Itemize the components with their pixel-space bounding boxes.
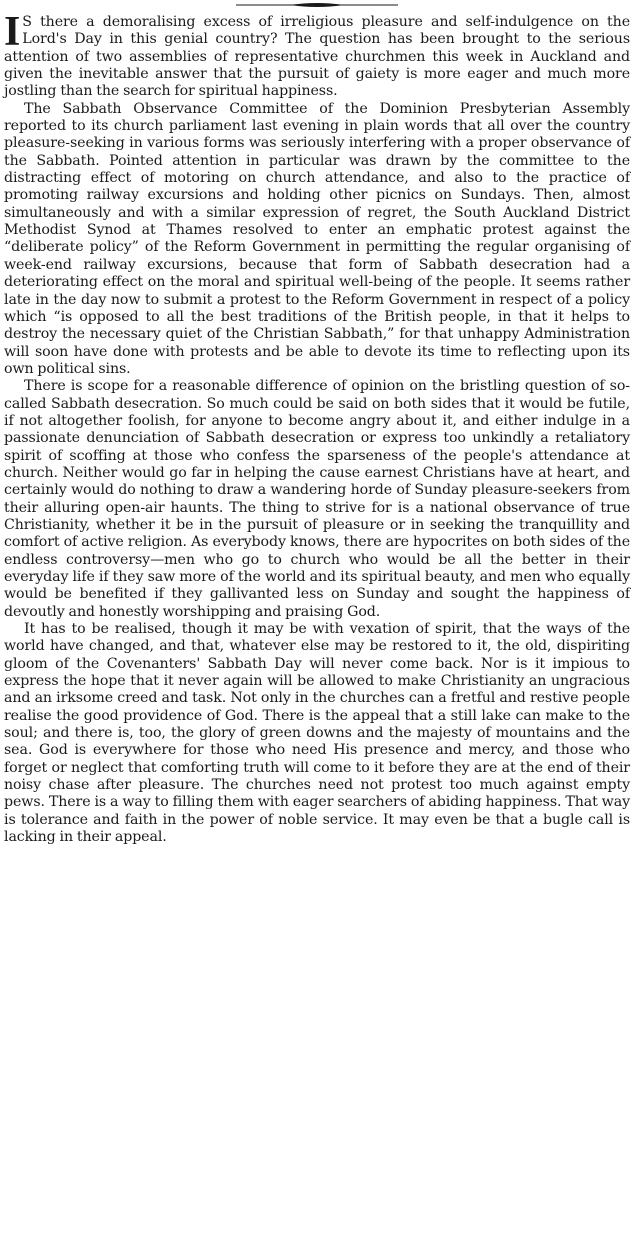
article-paragraph: The Sabbath Observance Committee of the Dominion Presbyterian Assembly reported to its church parliament last evening in plain words that all over the country pleasure-seeking in various forms was seriously interfering with a proper observance of the Sabbath. Pointed attention in particular was drawn by the committee to the distracting effect of motoring on church attendance, and also to the practice of promoting railway excursions and holding other picnics on Sundays. Then, almost simultaneously and with a similar expression of regret, the South Auckland District Methodist Synod at Thames resolved to enter an emphatic protest against the “deliberate policy” of the Reform Government in permitting the regular organising of week-end railway excursions, because that form of Sabbath desecration had a deteriorating effect on the moral and spiritual well-being of the people. It seems rather late in the day now to submit a protest to the Reform Government in respect of a policy which “is opposed to all the best traditions of the British people, in that it helps to destroy the necessary quiet of the Christian Sabbath,” for that unhappy Administration will soon have done with protests and be able to devote its time to reflecting upon its own political sins. (4, 100, 630, 377)
article-paragraph (4, 9, 630, 101)
paragraph-text: S there a demoralising excess of irreligious pleasure and self-indulgence on the Lord's Day in this genial country? The question has been brought to the serious attention of two assemblies of representative churchmen this week in Auckland and given the inevitable answer that the pursuit of gaiety is more eager and much more jostling than the search for spiritual happiness. (4, 14, 630, 100)
article-body (4, 9, 630, 847)
drop-cap: I (4, 9, 21, 55)
article-paragraph: There is scope for a reasonable difference of opinion on the bristling question of so-called Sabbath desecration. So much could be said on both sides that it would be futile, if not altogether foolish, for anyone to become angry about it, and either indulge in a passionate denunciation of Sabbath desecration or express too unkindly a retaliatory spirit of scoffing at those who confess the sparseness of the people's attendance at church. Neither would go far in helping the cause earnest Christians have at heart, and certainly would do nothing to draw a wandering horde of Sunday pleasure-seekers from their alluring open-air haunts. The thing to strive for is a national observance of true Christianity, whether it be in the pursuit of pleasure or in seeking the tranquillity and comfort of active religion. As everybody knows, there are hypocrites on both sides of the endless controversy—men who go to church who would be all the better in their everyday life if they saw more of the world and its spiritual beauty, and men who equally would be benefited if they gallivanted less on Sunday and sought the happiness of devoutly and honestly worshipping and praising God. (4, 378, 630, 620)
article-paragraph: It has to be realised, though it may be with vexation of spirit, that the ways of the world have changed, and that, whatever else may be restored to it, the old, dispiriting gloom of the Covenanters' Sabbath Day will never come back. Nor is it impious to express the hope that it never again will be allowed to make Christianity an ungracious and an irksome creed and task. Not only in the churches can a fretful and restive people realise the good providence of God. There is the appeal that a still lake can make to the soul; and there is, too, the glory of green downs and the majesty of mountains and the sea. God is everywhere for those who need His presence and mercy, and those who forget or neglect that comforting truth will come to it before they are at the end of their noisy chase after pleasure. The churches need not protest too much against empty pews. There is a way to filling them with eager searchers of abiding happiness. That way is tolerance and faith in the power of noble service. It may even be that a bugle call is lacking in their appeal. (4, 621, 630, 846)
decorative-header-rule (0, 0, 634, 12)
